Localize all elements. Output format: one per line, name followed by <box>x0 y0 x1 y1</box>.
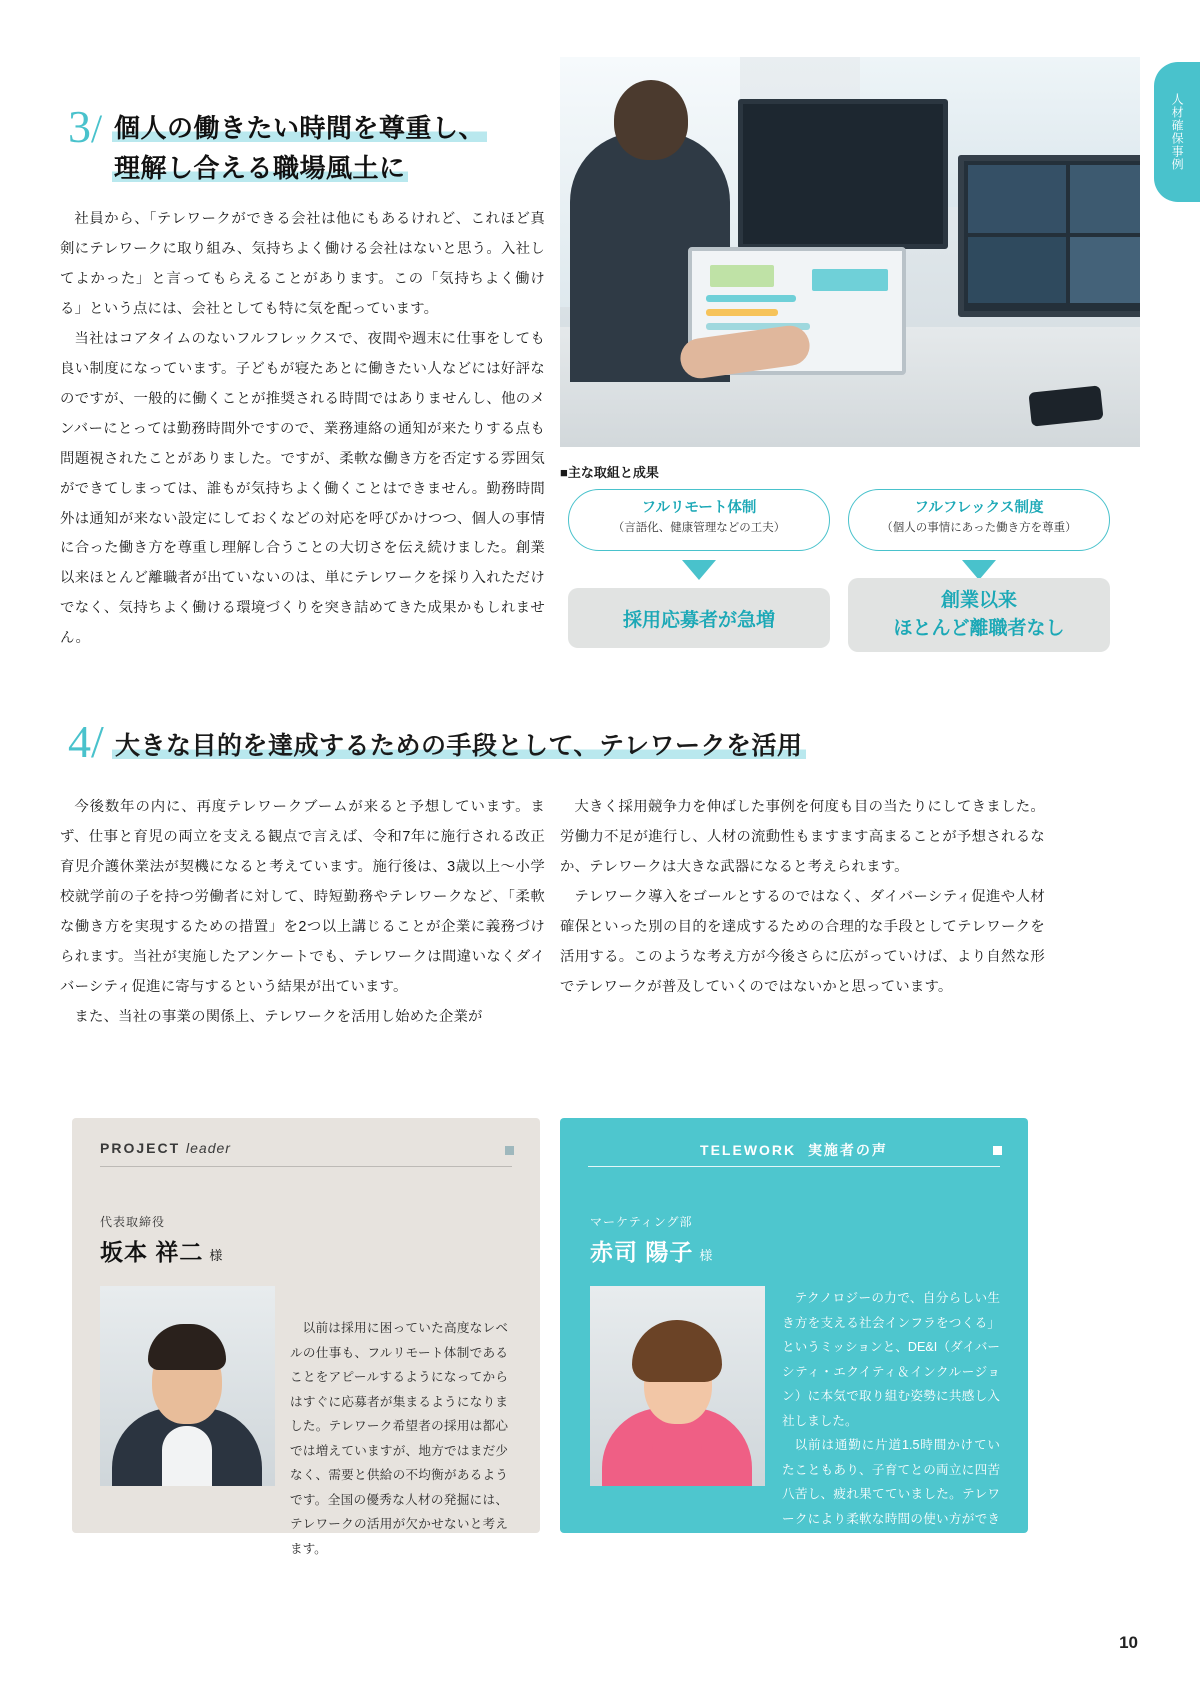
person-honorific: 様 <box>699 1248 714 1263</box>
section-3-title <box>112 108 487 189</box>
card-corner-marker-icon <box>993 1146 1002 1155</box>
section-4-paragraph: 大きく採用競争力を伸ばした事例を何度も目の当たりにしてきました。労働力不足が進行し、人材の流動性もますます高まることが予想されるなか、テレワークは大きな武器になると考えられます。 <box>560 799 1045 875</box>
section-3-title-line1: 個人の働きたい時間を尊重し、 <box>114 113 486 143</box>
diagram-result-line1: 創業以来 <box>940 590 1017 612</box>
person-quote-paragraph: テクノロジーの力で、自分らしい生き方を支える社会インフラをつくる」というミッションと、DE&I（ダイバーシティ・エクイティ＆インクルージョン）に本気で取り組む姿勢に共感し入社しました。 <box>782 1291 1000 1428</box>
card-header <box>588 1140 1000 1160</box>
portrait-photo-female <box>590 1286 765 1486</box>
diagram-result-line2: ほとんど離職者なし <box>893 618 1065 639</box>
diagram-result-applicants: 採用応募者が急増 <box>568 588 830 648</box>
diagram-pill-title: フルフレックス制度 <box>914 500 1044 516</box>
section-4-right-column <box>560 793 1045 1003</box>
diagram-result-retention <box>848 578 1110 652</box>
person-name-text: 赤司 陽子 <box>590 1239 694 1265</box>
section-4-paragraph: 今後数年の内に、再度テレワークブームが来ると予想しています。まず、仕事と育児の両立を支える観点で言えば、令和7年に施行される改正育児介護休業法が契機になると考えています。施行後は、3歳以上〜小学校就学前の子を持つ労働者に対して、時短勤務やテレワークなど、「柔軟な働き方を実現するための措置」を2つ以上講じることが企業に義務づけられます。当社が実施したアンケートでも、テレワークは間違いなくダイバーシティ促進に寄与するという結果が出ています。 <box>60 799 545 995</box>
section-3-number <box>68 100 102 153</box>
card-header-rule <box>588 1166 1000 1167</box>
page-number: 10 <box>1119 1633 1138 1652</box>
person-role: マーケティング部 <box>590 1215 693 1229</box>
portrait-photo-male <box>100 1286 275 1486</box>
card-header <box>100 1140 512 1156</box>
down-arrow-icon <box>682 560 716 580</box>
person-name <box>590 1234 713 1267</box>
project-leader-card <box>72 1118 540 1556</box>
person-quote-paragraph: 以前は通勤に片道1.5時間かけていたこともあり、子育てとの両立に四苦八苦し、疲れ果てていました。テレワークにより柔軟な時間の使い方ができるようになった今は、仕事へのコミットも上がり、ダイナミックな挑戦ができています。 <box>782 1438 1000 1600</box>
person-name-text: 坂本 祥二 <box>100 1239 204 1265</box>
section-4-number <box>68 715 104 768</box>
diagram-pill-fullflex <box>848 489 1110 551</box>
card-header-rule <box>100 1166 512 1167</box>
section-number-slash: / <box>91 716 104 767</box>
telework-voice-card <box>560 1118 1028 1600</box>
section-3-title-line2: 理解し合える職場風土に <box>114 153 406 184</box>
section-3-paragraph: 当社はコアタイムのないフルフレックスで、夜間や週末に仕事をしても良い制度になっています。子どもが寝たあとに働きたい人などには好評なのですが、一般的に働くことが推奨される時間ではありませんし、他のメンバーにとっては勤務時間外ですので、業務連絡の通知が来たりする点も問題視されたことがありました。ですが、柔軟な働き方を否定する雰囲気ができてしまっては、誰もが気持ちよく働くことはできません。勤務時間外は通知が来ない設定にしておくなどの対応を呼びかけつつ、個人の事情に合った働き方を尊重し理解し合うことの大切さを伝え続けました。創業以来ほとんど離職者が出ていないのは、単にテレワークを採り入れただけでなく、気持ちよく働ける環境づくりを突き詰めてきた成果かもしれません。 <box>60 330 545 647</box>
card-header-italic: leader <box>186 1140 231 1156</box>
section-number-slash: / <box>91 106 103 151</box>
card-header-bold: PROJECT <box>100 1140 181 1156</box>
person-quote <box>290 1316 508 1561</box>
person-name <box>100 1234 223 1267</box>
card-header-title <box>588 1140 1000 1160</box>
down-arrow-icon <box>962 560 996 580</box>
side-tab-label: 人材確保事例 <box>1154 62 1200 202</box>
diagram-pill-fullremote <box>568 489 830 551</box>
person-quote <box>782 1286 1000 1605</box>
section-4-left-column <box>60 793 545 1033</box>
card-header-rest: 実施者の声 <box>807 1142 888 1158</box>
section-3-body <box>60 205 545 654</box>
diagram-pill-title: フルリモート体制 <box>641 500 757 516</box>
diagram-pill-subtitle: （言語化、健康管理などの工夫） <box>612 522 786 535</box>
section-3-number-value: 3 <box>68 101 91 152</box>
card-header-bold: TELEWORK <box>700 1142 797 1158</box>
person-quote-paragraph: 以前は採用に困っていた高度なレベルの仕事も、フルリモート体制であることをアピールするようになってからはすぐに応募者が集まるようになりました。テレワーク希望者の採用は都心では増えていますが、地方ではまだ少なく、需要と供給の不均衡があるようです。全国の優秀な人材の発掘には、テレワークの活用が欠かせないと考えます。 <box>290 1321 508 1556</box>
section-4-title <box>112 726 806 762</box>
card-header-title <box>100 1140 512 1156</box>
office-telework-photo <box>560 57 1140 447</box>
section-4-number-value: 4 <box>68 716 91 767</box>
section-4-title-text: 大きな目的を達成するための手段として、テレワークを活用 <box>112 732 806 760</box>
section-4-paragraph: また、当社の事業の関係上、テレワークを活用し始めた企業が <box>74 1008 483 1025</box>
card-corner-marker-icon <box>505 1146 514 1155</box>
person-role: 代表取締役 <box>100 1215 166 1229</box>
person-honorific: 様 <box>209 1248 224 1263</box>
section-3-paragraph: 社員から、「テレワークができる会社は他にもあるけれど、これほど真剣にテレワークに取り組み、気持ちよく働ける会社はないと思う。入社してよかった」と言ってもらえることがあります。この「気持ちよく働ける」という点には、会社としても特に気を配っています。 <box>60 211 545 317</box>
diagram-pill-subtitle: （個人の事情にあった働き方を尊重） <box>881 522 1077 535</box>
section-4-paragraph: テレワーク導入をゴールとするのではなく、ダイバーシティ促進や人材確保といった別の目的を達成するための合理的な手段としてテレワークを活用する。このような考え方が今後さらに広がっていけば、より自然な形でテレワークが普及していくのではないかと思っています。 <box>560 888 1045 995</box>
diagram-heading: ■主な取組と成果 <box>560 465 659 480</box>
